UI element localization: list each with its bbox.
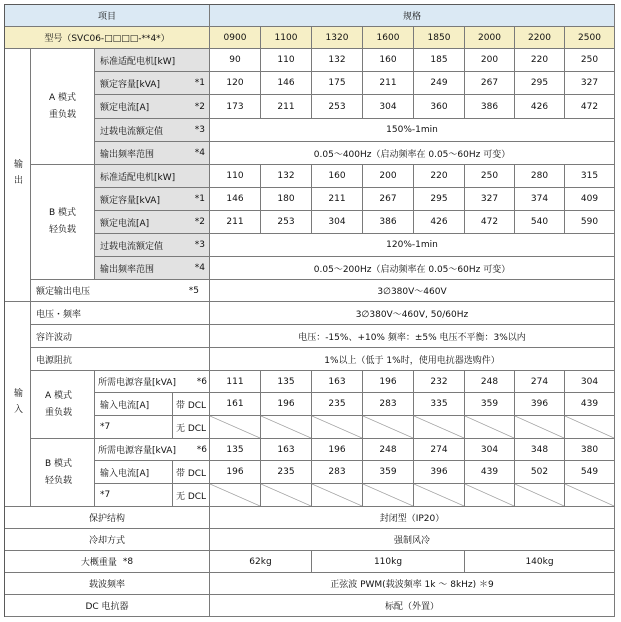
out-a-motor-value-2: 132	[312, 49, 363, 72]
out-a-motor-value-7: 250	[565, 49, 615, 72]
out-a-current-label	[95, 95, 210, 119]
in-a-without-dcl-value-1	[261, 416, 312, 439]
in-a-with-dcl-value-1: 196	[261, 393, 312, 416]
fluctuation-value: 电压：-15%、+10% 频率：±5% 电压不平衡：3%以内	[210, 325, 615, 348]
in-b-with-dcl-value-1: 235	[261, 461, 312, 484]
note-text: *4	[194, 263, 205, 273]
input-mode-b: B 模式 轻负载	[31, 439, 95, 507]
in-b-without-dcl-value-7	[565, 484, 615, 507]
out-a-current-value-2: 253	[312, 95, 363, 119]
carrier-value: 正弦波 PWM(载波频率 1k ～ 8kHz) ＊9	[210, 573, 615, 595]
in-a-without-dcl-value-3	[363, 416, 414, 439]
in-a-with-dcl-value-3: 283	[363, 393, 414, 416]
out-b-motor-value-6: 280	[515, 165, 565, 188]
out-b-motor-value-1: 132	[261, 165, 312, 188]
out-a-capacity-value-1: 146	[261, 72, 312, 95]
in-a-with-dcl-value-4: 335	[414, 393, 465, 416]
out-b-current-value-1: 253	[261, 211, 312, 234]
model-4: 1850	[414, 27, 465, 49]
out-b-motor-value-2: 160	[312, 165, 363, 188]
model-label: 型号（SVC06-□□□□-**4*）	[5, 27, 210, 49]
output-mode-a: A 模式 重负载	[31, 49, 95, 165]
weight-value-3: 140kg	[465, 551, 615, 573]
input-a-note7: *7	[95, 416, 173, 439]
label-text: 额定电流[A]	[100, 218, 150, 229]
out-a-motor-value-3: 160	[363, 49, 414, 72]
cooling-label: 冷却方式	[5, 529, 210, 551]
note-text: *1	[194, 194, 205, 204]
out-a-overload-label	[95, 119, 210, 142]
in-b-with-dcl-value-2: 283	[312, 461, 363, 484]
out-a-overload-value: 150%-1min	[210, 119, 615, 142]
protection-value: 封闭型（IP20）	[210, 507, 615, 529]
in-b-kva-label	[95, 439, 210, 461]
dc-reactor-label: DC 电抗器	[5, 595, 210, 617]
out-b-current-value-7: 590	[565, 211, 615, 234]
out-a-motor-label: 标准适配电机[kW]	[95, 49, 210, 72]
out-b-current-value-3: 386	[363, 211, 414, 234]
label-text: 过载电流额定值	[100, 241, 164, 252]
note-text: *8	[122, 556, 134, 567]
rated-voltage-label	[31, 280, 210, 302]
in-a-with-dcl-value-2: 235	[312, 393, 363, 416]
out-a-motor-value-0: 90	[210, 49, 261, 72]
in-a-kva-value-7: 304	[565, 371, 615, 393]
note-text: *4	[194, 148, 205, 158]
in-b-kva-value-6: 348	[515, 439, 565, 461]
out-b-current-value-0: 211	[210, 211, 261, 234]
in-a-without-dcl-value-0	[210, 416, 261, 439]
out-b-motor-value-4: 220	[414, 165, 465, 188]
in-a-kva-label	[95, 371, 210, 393]
in-b-with-dcl-value-0: 196	[210, 461, 261, 484]
in-a-kva-value-0: 111	[210, 371, 261, 393]
out-b-motor-value-3: 200	[363, 165, 414, 188]
section-input: 输入	[5, 302, 31, 507]
out-a-current-value-0: 173	[210, 95, 261, 119]
out-b-capacity-value-0: 146	[210, 188, 261, 211]
out-b-capacity-value-6: 374	[515, 188, 565, 211]
section-output: 输出	[5, 49, 31, 302]
note-text: *3	[194, 240, 205, 250]
out-b-current-value-6: 540	[515, 211, 565, 234]
out-b-current-value-2: 304	[312, 211, 363, 234]
in-b-kva-value-1: 163	[261, 439, 312, 461]
in-a-kva-value-3: 196	[363, 371, 414, 393]
in-a-with-dcl-value-5: 359	[465, 393, 515, 416]
note-text: *6	[196, 376, 207, 387]
model-2: 1320	[312, 27, 363, 49]
in-b-current-label: 输入电流[A]	[95, 461, 173, 484]
out-b-current-value-4: 426	[414, 211, 465, 234]
out-a-current-value-6: 426	[515, 95, 565, 119]
in-a-kva-value-1: 135	[261, 371, 312, 393]
out-b-capacity-value-3: 267	[363, 188, 414, 211]
in-a-without-dcl-value-2	[312, 416, 363, 439]
impedance-label: 电源阻抗	[31, 348, 210, 371]
out-a-capacity-label	[95, 72, 210, 95]
power-phase-value: 3∅380V～460V, 50/60Hz	[210, 302, 615, 325]
note-text: *5	[188, 285, 199, 296]
in-a-with-dcl-value-0: 161	[210, 393, 261, 416]
model-1: 1100	[261, 27, 312, 49]
out-b-capacity-value-7: 409	[565, 188, 615, 211]
in-b-without-dcl-value-2	[312, 484, 363, 507]
label-text: 额定容量[kVA]	[100, 79, 160, 90]
in-b-without-dcl-value-6	[515, 484, 565, 507]
note-text: *1	[194, 78, 205, 88]
out-a-motor-value-5: 200	[465, 49, 515, 72]
out-b-freq-value: 0.05～200Hz（启动频率在 0.05～60Hz 可变）	[210, 257, 615, 280]
fluctuation-label: 容许波动	[31, 325, 210, 348]
in-b-with-dcl-value-4: 396	[414, 461, 465, 484]
impedance-value: 1%以上（低于 1%时，使用电抗器选购件）	[210, 348, 615, 371]
out-b-motor-label: 标准适配电机[kW]	[95, 165, 210, 188]
header-item: 项目	[5, 5, 210, 27]
in-a-without-dcl-value-7	[565, 416, 615, 439]
out-b-motor-value-5: 250	[465, 165, 515, 188]
note-text: *2	[194, 217, 205, 227]
out-b-motor-value-7: 315	[565, 165, 615, 188]
in-a-with-dcl-value-7: 439	[565, 393, 615, 416]
power-phase-label: 电压・频率	[31, 302, 210, 325]
out-a-capacity-value-0: 120	[210, 72, 261, 95]
label-text: 额定容量[kVA]	[100, 195, 160, 206]
label-text: 输出频率范围	[100, 149, 155, 160]
out-b-capacity-value-1: 180	[261, 188, 312, 211]
input-b-note7: *7	[95, 484, 173, 507]
output-mode-b: B 模式 轻负载	[31, 165, 95, 280]
in-a-current-label: 输入电流[A]	[95, 393, 173, 416]
model-0: 0900	[210, 27, 261, 49]
label-text: 过载电流额定值	[100, 126, 164, 137]
out-a-capacity-value-7: 327	[565, 72, 615, 95]
out-b-current-label	[95, 211, 210, 234]
cooling-value: 强制风冷	[210, 529, 615, 551]
model-7: 2500	[565, 27, 615, 49]
in-a-kva-value-2: 163	[312, 371, 363, 393]
out-a-capacity-value-4: 249	[414, 72, 465, 95]
in-b-with-dcl-value-3: 359	[363, 461, 414, 484]
out-b-freq-label	[95, 257, 210, 280]
in-a-kva-value-6: 274	[515, 371, 565, 393]
out-b-capacity-value-5: 327	[465, 188, 515, 211]
in-b-without-dcl-value-5	[465, 484, 515, 507]
note-text: *2	[194, 101, 205, 112]
out-a-capacity-value-5: 267	[465, 72, 515, 95]
in-a-without-dcl-value-6	[515, 416, 565, 439]
in-a-kva-value-5: 248	[465, 371, 515, 393]
in-b-with-dcl-value-5: 439	[465, 461, 515, 484]
spec-table	[5, 5, 615, 617]
in-b-kva-value-3: 248	[363, 439, 414, 461]
in-b-with-dcl-value-7: 549	[565, 461, 615, 484]
in-b-kva-value-2: 196	[312, 439, 363, 461]
out-a-current-value-3: 304	[363, 95, 414, 119]
model-5: 2000	[465, 27, 515, 49]
dc-reactor-value: 标配（外置）	[210, 595, 615, 617]
out-a-capacity-value-3: 211	[363, 72, 414, 95]
label-text: 所需电源容量[kVA]	[98, 446, 176, 456]
input-mode-a: A 模式 重负载	[31, 371, 95, 439]
in-a-with-dcl-label: 带 DCL	[173, 393, 210, 416]
weight-label	[5, 551, 210, 573]
model-6: 2200	[515, 27, 565, 49]
in-b-without-dcl-value-0	[210, 484, 261, 507]
in-b-with-dcl-value-6: 502	[515, 461, 565, 484]
note-text: *6	[196, 444, 207, 455]
out-b-motor-value-0: 110	[210, 165, 261, 188]
out-b-overload-label	[95, 234, 210, 257]
out-a-current-value-4: 360	[414, 95, 465, 119]
label-text: 额定电流[A]	[100, 103, 150, 113]
out-b-current-value-5: 472	[465, 211, 515, 234]
out-a-capacity-value-2: 175	[312, 72, 363, 95]
out-a-motor-value-6: 220	[515, 49, 565, 72]
out-a-current-value-1: 211	[261, 95, 312, 119]
label-text: 额定输出电压	[36, 287, 91, 297]
out-b-capacity-label	[95, 188, 210, 211]
rated-voltage-value: 3∅380V～460V	[210, 280, 615, 302]
in-b-kva-value-7: 380	[565, 439, 615, 461]
in-a-without-dcl-value-5	[465, 416, 515, 439]
in-a-kva-value-4: 232	[414, 371, 465, 393]
in-a-with-dcl-value-6: 396	[515, 393, 565, 416]
out-b-overload-value: 120%-1min	[210, 234, 615, 257]
in-a-without-dcl-label: 无 DCL	[173, 416, 210, 439]
in-b-with-dcl-label: 带 DCL	[173, 461, 210, 484]
in-b-kva-value-4: 274	[414, 439, 465, 461]
label-text: 输出频率范围	[100, 264, 155, 275]
in-b-without-dcl-value-1	[261, 484, 312, 507]
in-b-without-dcl-value-4	[414, 484, 465, 507]
weight-value-2: 110kg	[312, 551, 465, 573]
out-a-motor-value-4: 185	[414, 49, 465, 72]
out-a-freq-value: 0.05～400Hz（启动频率在 0.05～60Hz 可变）	[210, 142, 615, 165]
header-spec: 规格	[210, 5, 615, 27]
protection-label: 保护结构	[5, 507, 210, 529]
weight-value-1: 62kg	[210, 551, 312, 573]
in-a-without-dcl-value-4	[414, 416, 465, 439]
out-a-current-value-7: 472	[565, 95, 615, 119]
in-b-without-dcl-value-3	[363, 484, 414, 507]
label-text: 大概重量	[80, 558, 117, 568]
out-b-capacity-value-4: 295	[414, 188, 465, 211]
out-a-motor-value-1: 110	[261, 49, 312, 72]
out-a-freq-label	[95, 142, 210, 165]
out-b-capacity-value-2: 211	[312, 188, 363, 211]
note-text: *3	[194, 125, 205, 135]
model-3: 1600	[363, 27, 414, 49]
carrier-label: 载波频率	[5, 573, 210, 595]
label-text: 所需电源容量[kVA]	[98, 378, 176, 388]
out-a-current-value-5: 386	[465, 95, 515, 119]
out-a-capacity-value-6: 295	[515, 72, 565, 95]
in-b-kva-value-5: 304	[465, 439, 515, 461]
in-b-kva-value-0: 135	[210, 439, 261, 461]
in-b-without-dcl-label: 无 DCL	[173, 484, 210, 507]
